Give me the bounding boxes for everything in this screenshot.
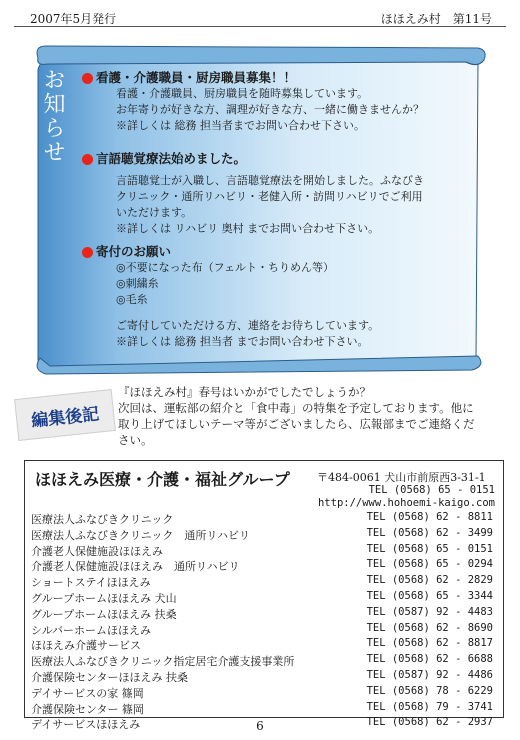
postscript-line: 『ほほえみ村』春号はいかがでしたでしょうか？ (118, 385, 371, 399)
facility-row: グループホームほほえみ 犬山 TEL (0568) 65 - 3344 (31, 589, 493, 605)
page-number: 6 (256, 719, 264, 733)
editor-postscript (10, 382, 510, 462)
group-url[interactable]: http://www.hohoemi-kaigo.com (317, 497, 495, 509)
notice-section-speech-therapy (96, 151, 424, 237)
bullet-icon (82, 73, 93, 84)
notice-section-recruit (96, 70, 424, 134)
facility-row: 医療法人ふなびきクリニック指定居宅介護支援事業所 TEL (0568) 62 - 6688 (31, 653, 493, 669)
facility-row: シルバーホームほほえみ TEL (0568) 62 - 8690 (31, 621, 493, 637)
section-line: ご寄付していただける方、連絡をお待ちしています。 (116, 319, 380, 332)
section-line: ※詳しくは 総務 担当者 までお問い合わせ下さい。 (116, 335, 369, 348)
section-line: お年寄りが好きな方、調理が好きな方、一緒に働きませんか？ (116, 103, 424, 116)
postscript-line: 取り上げてほしいテーマ等がございましたら、広報部までご連絡くだ (118, 417, 475, 431)
postscript-line: 次回は、運転部の紹介と「食中毒」の特集を予定しております。他に (118, 401, 474, 415)
facility-row: デイサービスほほえみ TEL (0568) 62 - 2937 (31, 716, 493, 732)
facility-row: 介護保険センターほほえみ 扶桑 TEL (0587) 92 - 4486 (31, 668, 493, 684)
notice-side-label: お知らせ (40, 68, 65, 164)
facility-row: デイサービスの家 篠岡 TEL (0568) 78 - 6229 (31, 684, 493, 700)
issue-number: ほほえみ村 第11号 (380, 12, 492, 26)
group-title: ほほえみ医療・介護・福祉グループ (35, 470, 290, 489)
facility-row: グループホームほほえみ 扶桑 TEL (0587) 92 - 4483 (31, 605, 493, 621)
header-divider (14, 26, 506, 27)
section-line: 言語聴覚士が入職し、言語聴覚療法を開始しました。ふなびき (116, 174, 424, 187)
section-line: いただけます。 (116, 206, 193, 219)
page-header (10, 4, 510, 26)
facility-row: 介護老人保健施設ほほえみ 通所リハビリ TEL (0568) 65 - 0294 (31, 558, 493, 574)
postscript-stamp: 編集後記 (14, 389, 116, 441)
facility-row: ショートステイほほえみ TEL (0568) 62 - 2829 (31, 574, 493, 590)
section-title: 看護・介護職員・厨房職員募集！！ (96, 70, 297, 85)
facility-row: 介護老人保健施設ほほえみ TEL (0568) 65 - 0151 (31, 542, 493, 558)
section-title: 寄付のお願い (96, 244, 172, 259)
section-title: 言語聴覚療法始めました。 (96, 151, 247, 166)
section-line: ※詳しくは リハビリ 奥村 までお問い合わせ下さい。 (116, 222, 380, 235)
group-directory (24, 460, 504, 732)
section-line: ◎毛糸 (116, 293, 148, 306)
postscript-line: さい。 (118, 433, 153, 447)
facility-row: 医療法人ふなびきクリニック TEL (0568) 62 - 8811 (31, 511, 493, 526)
facility-row: 医療法人ふなびきクリニック 通所リハビリ TEL (0568) 62 - 3499 (31, 526, 493, 542)
notice-section-donation (96, 244, 379, 350)
section-line: 看護・介護職員、厨房職員を随時募集しています。 (116, 87, 369, 100)
facility-list (31, 511, 495, 732)
group-address: 〒484-0061 犬山市前原西3-31-1 (317, 471, 486, 484)
facility-row: ほほえみ介護サービス TEL (0568) 62 - 8817 (31, 637, 493, 653)
facility-row: 介護保険センター 篠岡 TEL (0568) 79 - 3741 (31, 700, 493, 716)
issue-date: 2007年5月発行 (30, 12, 117, 26)
bullet-icon (82, 247, 93, 258)
section-line: ※詳しくは 総務 担当者までお問い合わせ下さい。 (116, 119, 365, 132)
section-line: ◎刺繍糸 (116, 277, 159, 290)
group-tel: TEL (0568) 65 - 0151 (368, 484, 495, 496)
section-line: クリニック・通所リハビリ・老健入所・訪問リハビリでご利用 (116, 190, 423, 203)
section-line: ◎不要になった布（フェルト・ちりめん等） (116, 261, 335, 274)
bullet-icon (82, 154, 93, 165)
